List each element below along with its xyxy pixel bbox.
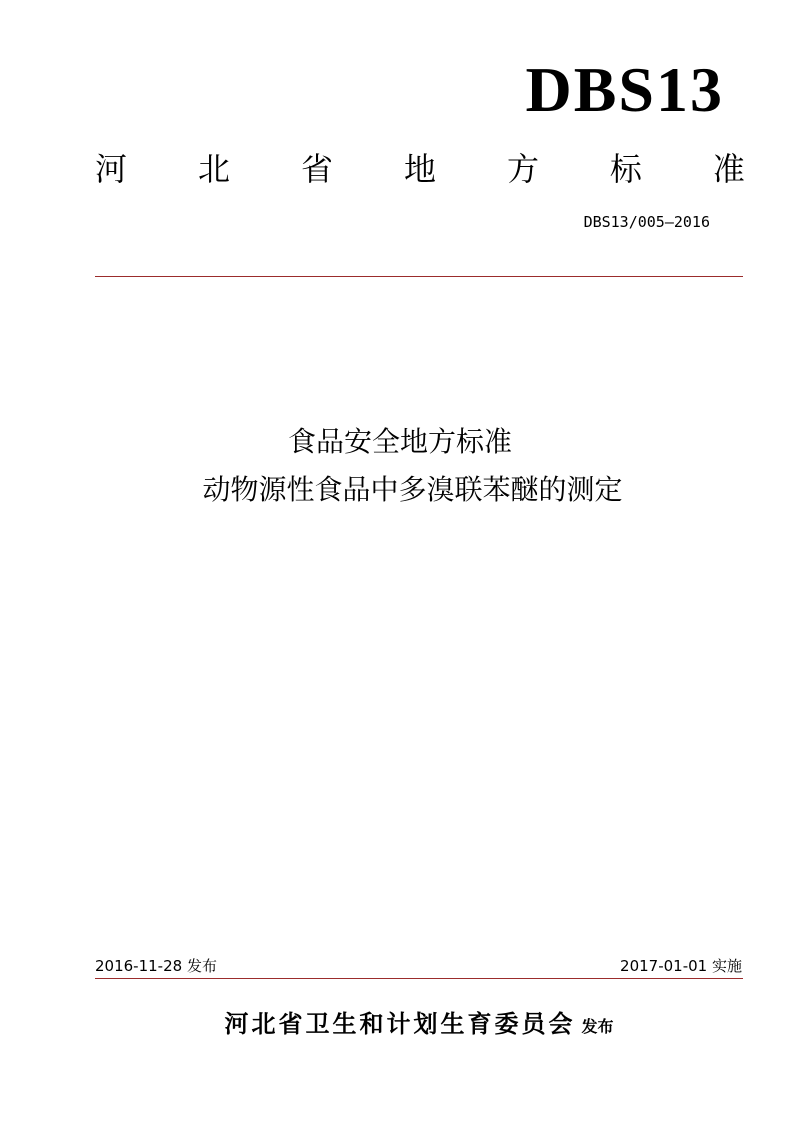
standard-type-char: 地	[403, 150, 436, 188]
standard-type-char: 省	[300, 150, 333, 188]
issuer-line	[0, 1006, 800, 1045]
standard-type	[95, 144, 745, 194]
standard-type-char: 方	[506, 150, 539, 188]
issue-label: 发布	[581, 1017, 614, 1036]
standard-code: DBS13	[525, 54, 724, 125]
publish-date: 2016-11-28 发布	[95, 957, 217, 975]
document-number: DBS13/005—2016	[583, 213, 710, 231]
effective-date: 2017-01-01 实施	[620, 957, 742, 975]
standard-type-char: 准	[712, 150, 745, 188]
standard-type-char: 北	[197, 150, 230, 188]
issuer-name: 河北省卫生和计划生育委员会	[224, 1009, 576, 1038]
document-title-line-1: 食品安全地方标准	[287, 425, 512, 458]
bottom-divider	[95, 978, 743, 979]
standard-type-char: 标	[609, 150, 642, 188]
standard-type-char: 河	[95, 150, 128, 188]
top-divider	[95, 276, 743, 277]
document-title-line-2: 动物源性食品中多溴联苯醚的测定	[202, 473, 623, 506]
